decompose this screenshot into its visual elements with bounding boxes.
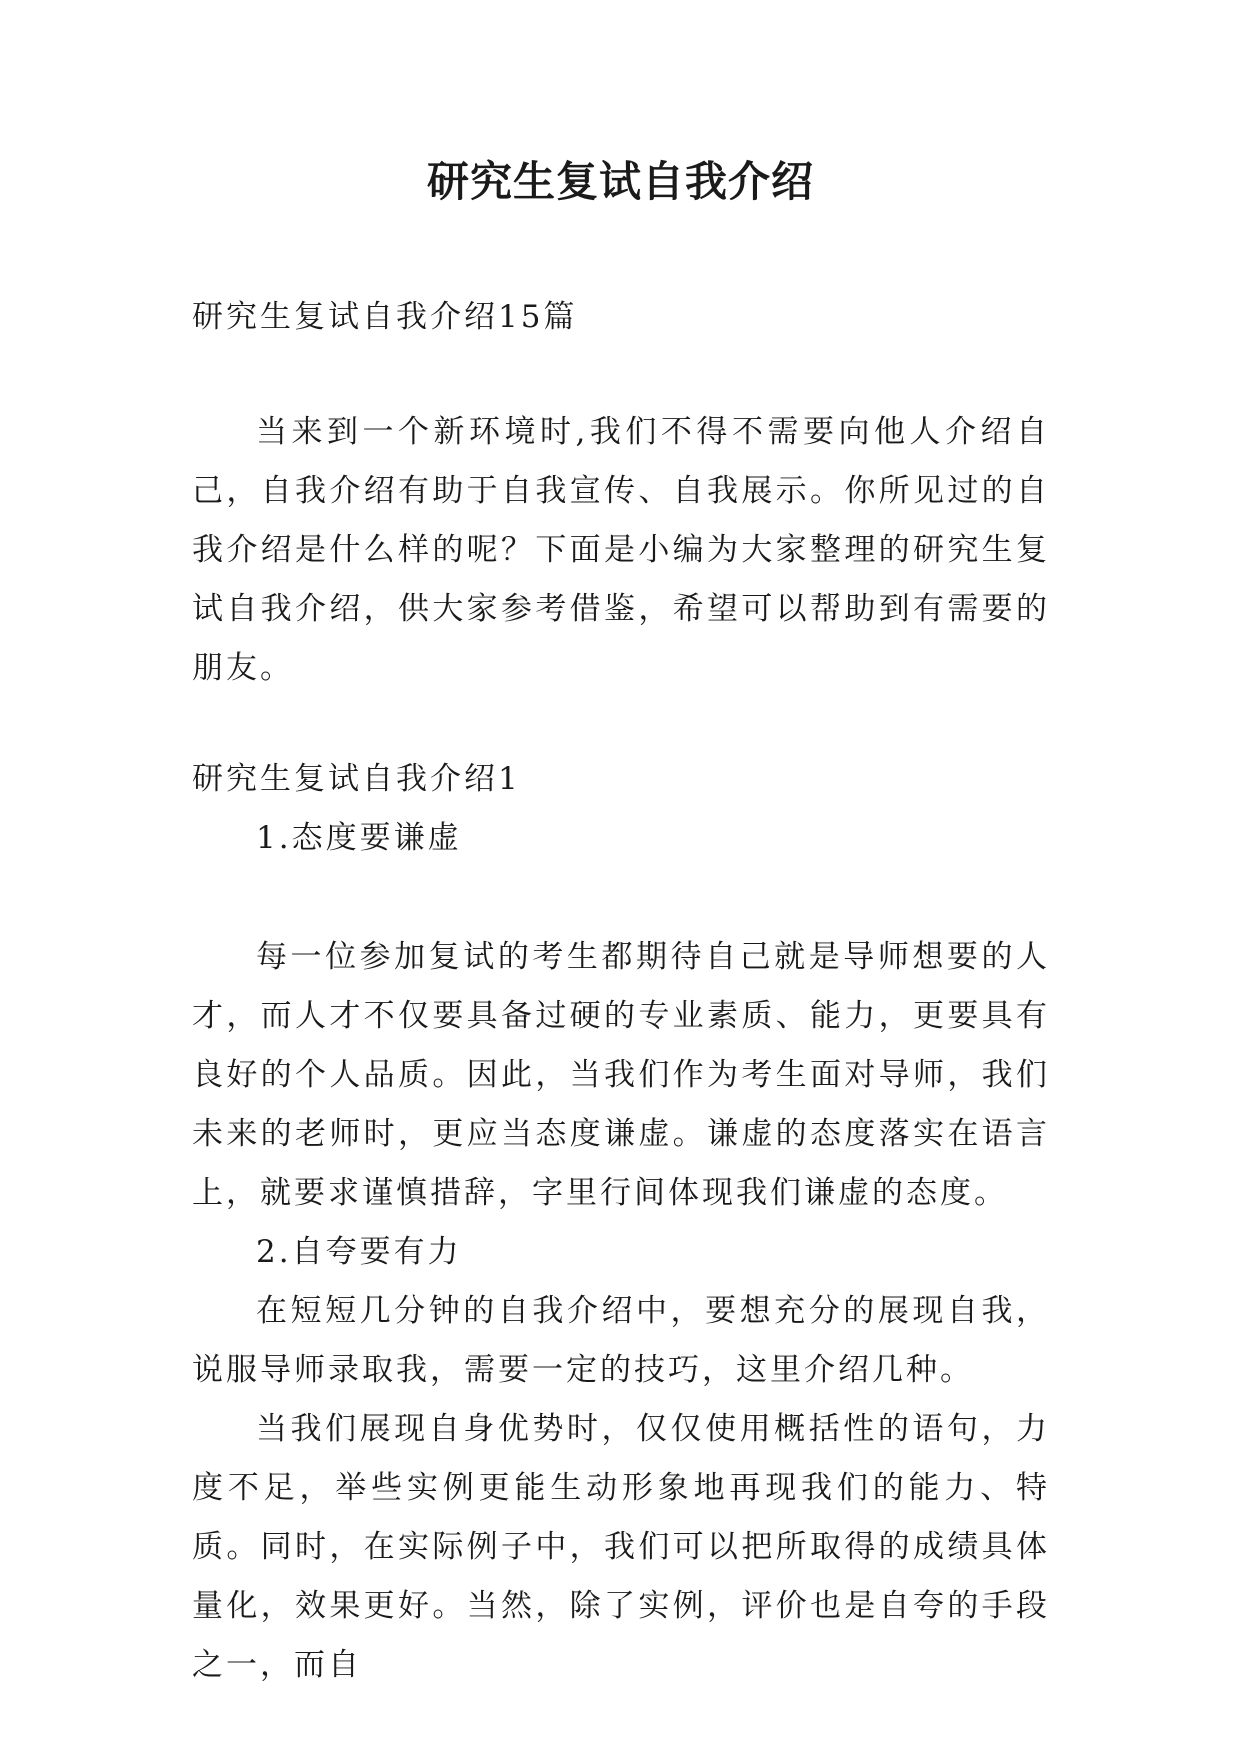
- point1-heading: 1.态度要谦虚: [256, 820, 462, 856]
- section-heading: 研究生复试自我介绍1: [192, 761, 521, 797]
- point2-paragraph-2: 当我们展现自身优势时，仅仅使用概括性的语句，力度不足，举些实例更能生动形象地再现我们的能力、特质。同时，在实际例子中，我们可以把所取得的成绩具体量化，效果更好。当然，除了实例，评价也是自夸的手段之一，而自: [192, 1411, 1050, 1683]
- point2-heading: 2.自夸要有力: [256, 1234, 462, 1270]
- document-title: 研究生复试自我介绍: [426, 157, 814, 206]
- subtitle-line: 研究生复试自我介绍15篇: [192, 299, 578, 335]
- point1-paragraph: 每一位参加复试的考生都期待自己就是导师想要的人才，而人才不仅要具备过硬的专业素质、能力，更要具有良好的个人品质。因此，当我们作为考生面对导师，我们未来的老师时，更应当态度谦虚。谦虚的态度落实在语言上，就要求谨慎措辞，字里行间体现我们谦虚的态度。: [192, 939, 1050, 1211]
- intro-paragraph: 当来到一个新环境时,我们不得不需要向他人介绍自己，自我介绍有助于自我宣传、自我展示。你所见过的自我介绍是什么样的呢？下面是小编为大家整理的研究生复试自我介绍，供大家参考借鉴，希望可以帮助到有需要的朋友。: [192, 414, 1050, 686]
- document-body: [192, 288, 1050, 1695]
- point2-paragraph-1: 在短短几分钟的自我介绍中，要想充分的展现自我，说服导师录取我，需要一定的技巧，这里介绍几种。: [192, 1293, 1050, 1388]
